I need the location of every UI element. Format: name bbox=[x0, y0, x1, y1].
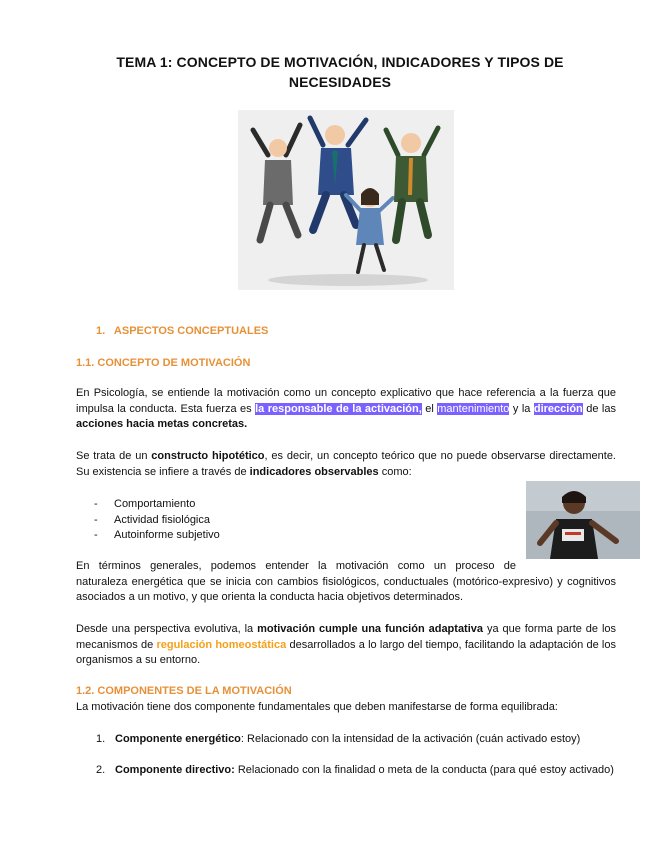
bold-constructo: constructo hipotético bbox=[151, 450, 265, 462]
item-description: Relacionado con la finalidad o meta de la conducta (para qué estoy activado) bbox=[234, 764, 614, 776]
item-bold-label: Componente energético bbox=[115, 733, 241, 745]
section-heading-aspectos: 1. ASPECTOS CONCEPTUALES bbox=[96, 325, 269, 337]
item-number: 2. bbox=[96, 764, 106, 776]
title-line-2: NECESIDADES bbox=[288, 74, 392, 90]
item-number: 1. bbox=[96, 733, 106, 745]
paragraph-text: Desde una perspectiva evolutiva, la bbox=[76, 623, 258, 635]
paragraph-definition bbox=[76, 386, 616, 433]
paragraph-line: naturaleza energética que se inicia con cambios fisiológicos, conductuales (motórico-expresivo) y cognitivos asociados a un motivo, y que orienta la conducta hacia objetivos determinados. bbox=[76, 575, 616, 603]
paragraph-text: y la bbox=[509, 402, 534, 415]
item-text bbox=[115, 762, 616, 778]
paragraph-evolutiva bbox=[76, 622, 616, 669]
indicators-list bbox=[94, 497, 220, 544]
list-item-label: Autoinforme subjetivo bbox=[114, 529, 220, 541]
paragraph-text: desarrollados a lo largo del tiempo, facilitando la adaptación de los organismos a su entorno. bbox=[76, 638, 616, 666]
paragraph-text: el bbox=[421, 402, 438, 415]
list-marker: - bbox=[94, 529, 98, 541]
keyword-regulacion: regulación homeostática bbox=[156, 638, 287, 651]
item-bold-label: Componente directivo: bbox=[115, 764, 235, 776]
subsection-heading-componentes: 1.2. COMPONENTES DE LA MOTIVACIÓN bbox=[76, 685, 292, 697]
paragraph-text: , es decir, un concepto teórico que no puede observarse directamente. Su existencia se infiere a través de bbox=[76, 450, 616, 478]
list-item bbox=[94, 513, 220, 529]
paragraph-text: ya que forma parte de los mecanismos de bbox=[76, 623, 617, 651]
item-description: : Relacionado con la intensidad de la activación (cuán activado estoy) bbox=[240, 733, 581, 745]
highlight-mantenimiento: mantenimiento bbox=[437, 402, 510, 415]
paragraph-text: como: bbox=[378, 465, 412, 478]
bold-acciones-metas: acciones hacia metas concretas. bbox=[76, 418, 248, 430]
runner-photo bbox=[526, 481, 640, 559]
highlight-direccion: dirección bbox=[533, 402, 583, 415]
component-item bbox=[96, 731, 616, 747]
paragraph-line: En términos generales, podemos entender la motivación como un proceso de bbox=[76, 560, 516, 572]
paragraph-proceso bbox=[76, 559, 616, 606]
list-item-label: Actividad fisiológica bbox=[114, 513, 210, 526]
paragraph-intro-componentes: La motivación tiene dos componente fundamentales que deben manifestarse de forma equilibrada: bbox=[76, 701, 558, 713]
highlight-activacion: la responsable de la activación, bbox=[255, 402, 422, 415]
list-marker: - bbox=[94, 513, 98, 526]
paragraph-text: En Psicología, se entiende la motivación como un concepto explicativo que hace referencia a la fuerza que impulsa la conducta. Esta fuerza es bbox=[76, 387, 616, 415]
list-item bbox=[94, 497, 220, 513]
item-text bbox=[115, 731, 616, 747]
document-title bbox=[60, 52, 620, 92]
paragraph-text: Se trata de un bbox=[76, 450, 152, 462]
list-item bbox=[94, 528, 220, 544]
bold-indicadores: indicadores observables bbox=[249, 465, 379, 478]
bold-funcion-adaptativa: motivación cumple una función adaptativa bbox=[257, 623, 484, 635]
title-line-1: TEMA 1: CONCEPTO DE MOTIVACIÓN, INDICADORES Y TIPOS DE bbox=[116, 54, 564, 70]
paragraph-constructo bbox=[76, 449, 616, 480]
list-marker: - bbox=[94, 498, 98, 510]
jumping-people-illustration bbox=[238, 110, 454, 290]
list-item-label: Comportamiento bbox=[114, 498, 196, 510]
subsection-heading-concepto: 1.1. CONCEPTO DE MOTIVACIÓN bbox=[76, 357, 251, 369]
paragraph-text: de las bbox=[582, 402, 616, 415]
component-item bbox=[96, 762, 616, 778]
